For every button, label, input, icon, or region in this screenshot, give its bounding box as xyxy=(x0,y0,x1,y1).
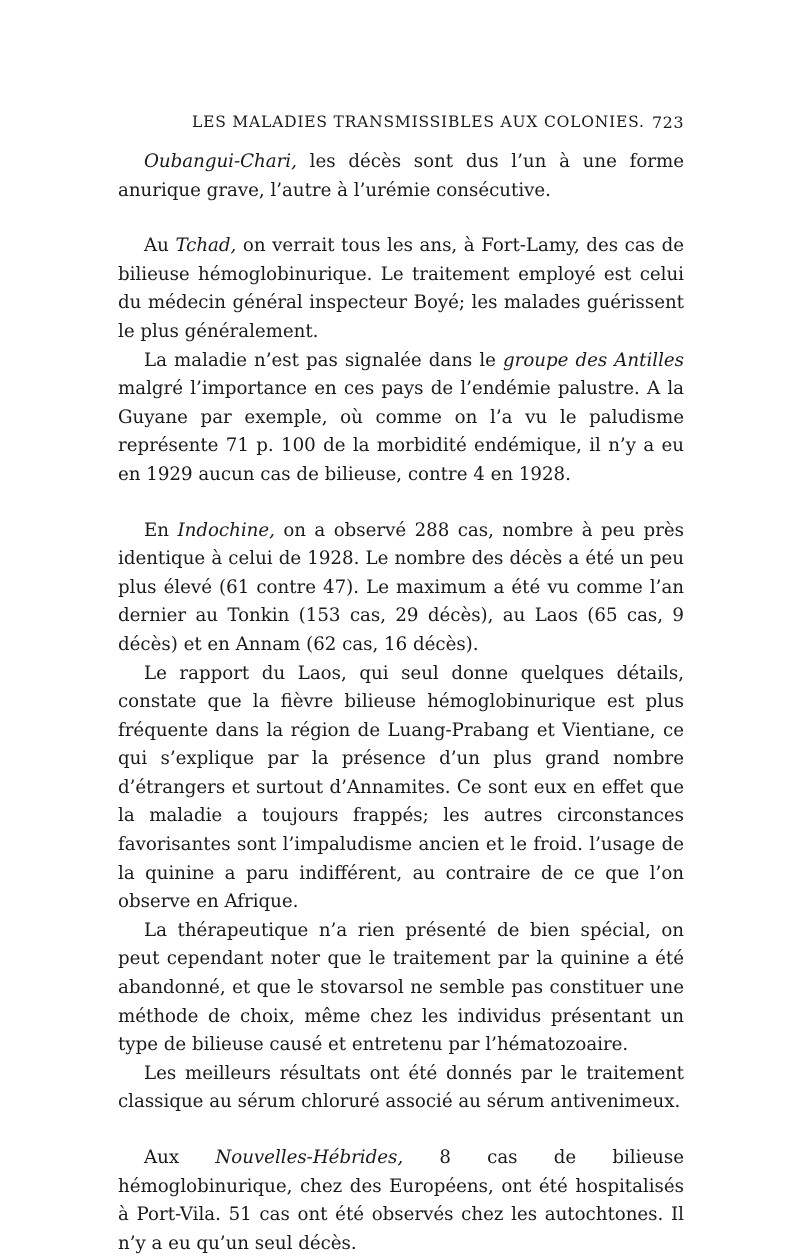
paragraph-text: malgré l’importance en ces pays de l’endémie palustre. A la Guyane par exemple, où comme on l’a vu le paludisme représente 71 p. 100 de la morbidité endémique, il n’y a eu en 1929 aucun cas de bilieuse, contre 4 en 1928. xyxy=(118,378,684,485)
place-name: Indochine, xyxy=(177,519,275,541)
paragraph-text: La thérapeutique n’a rien présenté de bien spécial, on peut cependant noter que le traitement par la quinine a été abandonné, et que le stovarsol ne semble pas constituer une méthode de choix, même chez les individus présentant un type de bilieuse causé et entretenu par l’hématozoaire. xyxy=(118,919,684,1056)
paragraph-therapeutique xyxy=(118,917,684,1060)
paragraph-oubangui-chari xyxy=(118,148,684,205)
paragraph-lead: En xyxy=(144,519,178,541)
place-name: Tchad, xyxy=(175,235,237,257)
body-text xyxy=(118,148,684,1258)
place-name: Oubangui-Chari, xyxy=(144,151,297,172)
paragraph-lead: La maladie n’est pas signalée dans le xyxy=(144,349,503,371)
paragraph-tchad xyxy=(118,232,684,346)
place-name: Nouvelles-Hébrides, xyxy=(215,1147,404,1168)
paragraph-lead: Au xyxy=(144,235,176,257)
running-header xyxy=(118,113,684,137)
running-header-title: LES MALADIES TRANSMISSIBLES AUX COLONIES. xyxy=(192,113,645,131)
paragraph-lead: Aux xyxy=(144,1147,216,1168)
paragraph-resultats xyxy=(118,1060,684,1117)
paragraph-text: on a observé 288 cas, nombre à peu près identique à celui de 1928. Le nombre des décès a été un peu plus élevé (61 contre 47). Le maximum a été vu comme l’an dernier au Tonkin (153 cas, 29 décès), au Laos (65 cas, 9 décès) et en Annam (62 cas, 16 décès). xyxy=(118,519,684,655)
paragraph-text: on verrait tous les ans, à Fort-Lamy, des cas de bilieuse hémoglobinurique. Le traitement employé est celui du médecin général inspecteur Boyé; les malades guérissent le plus généralement. xyxy=(118,235,684,342)
paragraph-nouvelles-hebrides xyxy=(118,1144,684,1258)
paragraph-indochine xyxy=(118,517,684,660)
paragraph-antilles xyxy=(118,347,684,490)
paragraph-text: Les meilleurs résultats ont été donnés par le traitement classique au sérum chloruré associé au sérum antivenimeux. xyxy=(118,1062,684,1113)
paragraph-text: Le rapport du Laos, qui seul donne quelques détails, constate que la fièvre bilieuse hémoglobinurique est plus fréquente dans la région de Luang-Prabang et Vientiane, ce qui s’explique par la présence d’un plus grand nombre d’étrangers et surtout d’Annamites. Ce sont eux en effet que la maladie a toujours frappés; les autres circonstances favorisantes sont l’impaludisme ancien et le froid. l’usage de la quinine a paru indifférent, au contraire de ce que l’on observe en Afrique. xyxy=(118,662,684,913)
place-name: groupe des Antilles xyxy=(502,349,684,371)
paragraph-text: 8 cas de bilieuse hémoglobinurique, chez des Européens, ont été hospitalisés à Port-Vila. 51 cas ont été observés chez les autochtones. Il n’y a eu qu’un seul décès. xyxy=(118,1147,684,1254)
paragraph-laos-report xyxy=(118,660,684,917)
paragraph-text: les décès sont dus l’un à une forme anurique grave, l’autre à l’urémie consécutive. xyxy=(118,151,684,201)
page-number: 723 xyxy=(651,113,684,132)
